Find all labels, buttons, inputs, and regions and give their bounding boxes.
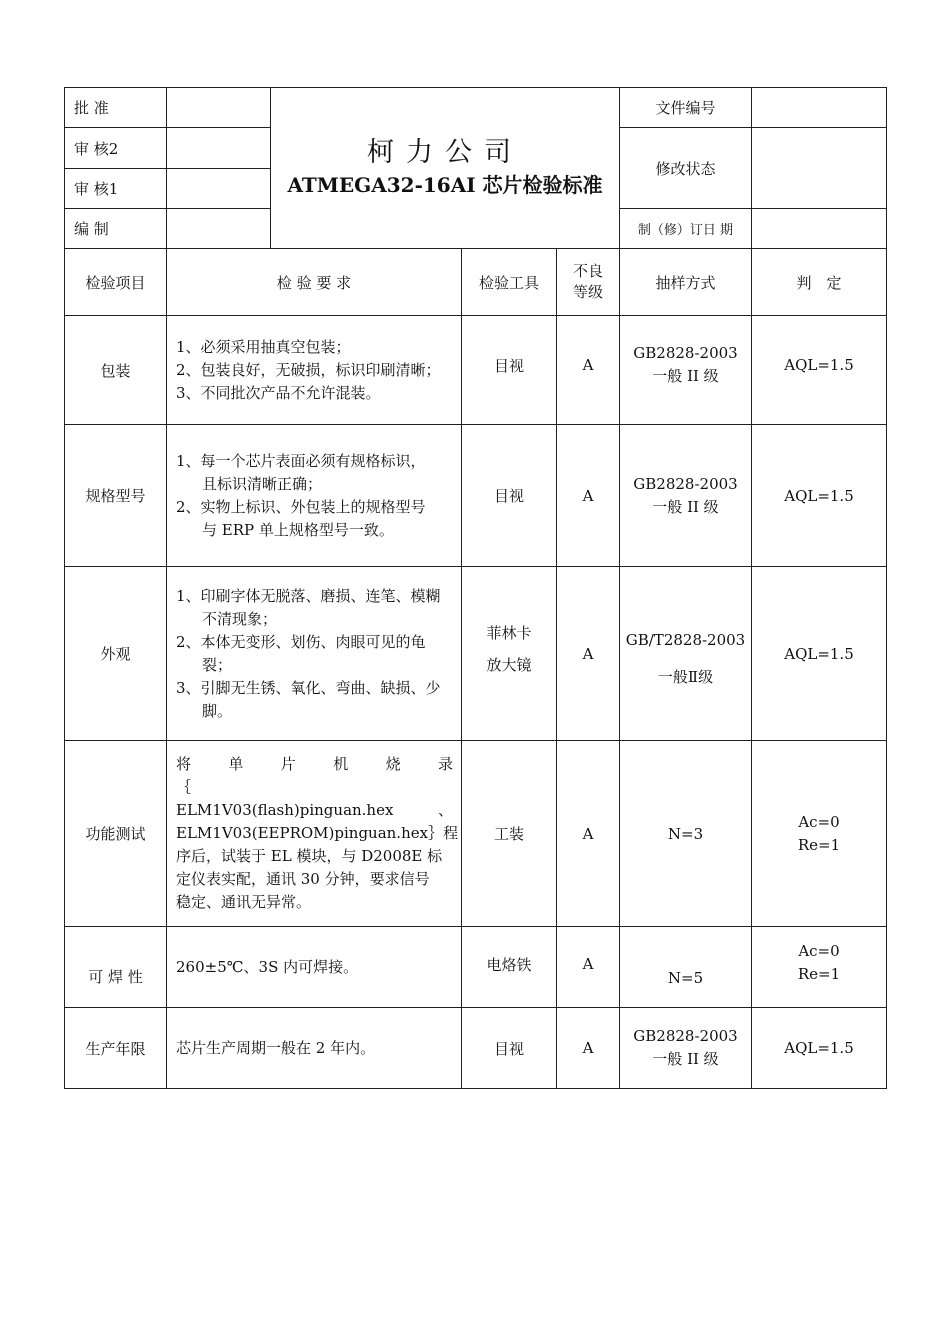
table-row: [65, 567, 887, 741]
revision-label: 修改状态: [620, 128, 752, 209]
req-line: 脚。: [202, 701, 233, 720]
row-sampling: [620, 316, 752, 425]
review1-value: [167, 169, 271, 209]
compile-value: [167, 209, 271, 249]
row-requirement: [167, 425, 462, 567]
judge-line: Ac=0: [798, 942, 840, 960]
review1-label: 审 核1: [65, 169, 167, 209]
table-row: [65, 927, 887, 1008]
doc-no-label: 文件编号: [620, 88, 752, 128]
req-line: 1、每一个芯片表面必须有规格标识，: [176, 451, 426, 470]
date-label: 制（修）订日 期: [620, 209, 752, 249]
table-row: [65, 741, 887, 927]
row-judge: [752, 927, 887, 1008]
req-line: 且标识清晰正确；: [202, 474, 323, 493]
row-item: 外观: [65, 567, 167, 741]
document-header: [64, 87, 887, 249]
req-line: 不清现象；: [202, 609, 278, 628]
tool-line: 放大镜: [486, 655, 532, 674]
judge-line: Re=1: [797, 835, 841, 854]
req-line: ｛ ELM1V03(flash)pinguan.hex 、: [176, 778, 453, 819]
req-line: 裂；: [202, 655, 233, 674]
sampling-line: 一般 II 级: [652, 1050, 719, 1068]
sampling-line: 一般 II 级: [652, 367, 719, 385]
row-judge: [752, 741, 887, 927]
table-row: [65, 1008, 887, 1089]
sampling-line: GB2828-2003: [633, 1027, 738, 1045]
compile-label: 编 制: [65, 209, 167, 249]
row-item: 生产年限: [65, 1008, 167, 1089]
inspection-table: [64, 248, 887, 1089]
row-judge: [752, 425, 887, 567]
title-block: [271, 88, 620, 249]
row-tool: 目视: [462, 1008, 557, 1089]
row-tool: 电烙铁: [462, 927, 557, 1008]
req-line: 稳定、通讯无异常。: [176, 893, 312, 911]
row-requirement: [167, 316, 462, 425]
row-grade: A: [557, 567, 620, 741]
row-tool: 目视: [462, 425, 557, 567]
sampling-line: N=5: [667, 969, 704, 987]
row-judge: [752, 567, 887, 741]
col-grade-line2: 等级: [572, 283, 603, 301]
row-tool: [462, 567, 557, 741]
req-line: 将 单 片 机 烧 录: [176, 755, 453, 773]
judge-line: AQL=1.5: [784, 644, 854, 663]
sampling-line: GB/T2828-2003: [625, 630, 746, 649]
col-sampling: 抽样方式: [620, 249, 752, 316]
judge-line: AQL=1.5: [784, 356, 854, 374]
col-item: 检验项目: [65, 249, 167, 316]
req-line: ELM1V03(EEPROM)pinguan.hex｝程: [176, 824, 459, 842]
row-tool: 目视: [462, 316, 557, 425]
date-value: [752, 209, 887, 249]
req-line: 定仪表实配，通讯 30 分钟，要求信号: [176, 870, 430, 888]
req-line: 2、包装良好，无破损，标识印刷清晰；: [176, 360, 441, 379]
req-line: 2、本体无变形、划伤、肉眼可见的龟: [176, 632, 426, 651]
document-title: ATMEGA32-16AI 芯片检验标准: [287, 173, 603, 197]
row-requirement: [167, 567, 462, 741]
row-tool: 工装: [462, 741, 557, 927]
row-judge: [752, 1008, 887, 1089]
row-item: 规格型号: [65, 425, 167, 567]
req-line: 1、印刷字体无脱落、磨损、连笔、模糊: [176, 586, 441, 605]
req-line: 1、必须采用抽真空包装；: [176, 337, 351, 356]
col-judge: 判 定: [752, 249, 887, 316]
col-grade: [557, 249, 620, 316]
req-line: 2、实物上标识、外包装上的规格型号: [176, 497, 426, 516]
req-line: 序后，试装于 EL 模块，与 D2008E 标: [176, 847, 443, 865]
row-item: 包装: [65, 316, 167, 425]
revision-value: [752, 128, 887, 209]
row-requirement: [167, 741, 462, 927]
row-judge: [752, 316, 887, 425]
row-grade: A: [557, 316, 620, 425]
row-requirement: [167, 927, 462, 1008]
row-sampling: [620, 741, 752, 927]
approve-value: [167, 88, 271, 128]
row-grade: A: [557, 927, 620, 1008]
row-grade: A: [557, 425, 620, 567]
row-item: 功能测试: [65, 741, 167, 927]
req-line: 260±5℃、3S 内可焊接。: [176, 957, 359, 976]
table-row: [65, 425, 887, 567]
req-line: 与 ERP 单上规格型号一致。: [202, 520, 394, 539]
sampling-line: N=3: [667, 824, 704, 843]
sampling-line: GB2828-2003: [633, 474, 738, 493]
judge-line: AQL=1.5: [784, 1039, 854, 1057]
row-requirement: [167, 1008, 462, 1089]
sampling-line: 一般 II 级: [652, 497, 719, 516]
row-item: 可 焊 性: [65, 927, 167, 1008]
table-row: [65, 316, 887, 425]
table-header-row: [65, 249, 887, 316]
col-requirement: 检 验 要 求: [167, 249, 462, 316]
judge-line: Ac=0: [798, 812, 840, 831]
doc-no-value: [752, 88, 887, 128]
row-sampling: [620, 1008, 752, 1089]
sampling-line: 一般Ⅱ级: [657, 667, 714, 686]
review2-value: [167, 128, 271, 169]
judge-line: AQL=1.5: [784, 486, 854, 505]
row-sampling: [620, 927, 752, 1008]
approve-label: 批 准: [65, 88, 167, 128]
req-line: 3、不同批次产品不允许混装。: [176, 383, 381, 402]
row-sampling: [620, 567, 752, 741]
req-line: 芯片生产周期一般在 2 年内。: [176, 1038, 376, 1057]
sampling-line: GB2828-2003: [633, 344, 738, 362]
row-grade: A: [557, 741, 620, 927]
col-tool: 检验工具: [462, 249, 557, 316]
req-line: 3、引脚无生锈、氧化、弯曲、缺损、少: [176, 678, 441, 697]
company-name: 柯力公司: [367, 137, 523, 168]
col-grade-line1: 不良: [572, 262, 603, 280]
review2-label: 审 核2: [65, 128, 167, 169]
tool-line: 菲林卡: [486, 623, 532, 642]
row-grade: A: [557, 1008, 620, 1089]
row-sampling: [620, 425, 752, 567]
judge-line: Re=1: [797, 965, 841, 983]
